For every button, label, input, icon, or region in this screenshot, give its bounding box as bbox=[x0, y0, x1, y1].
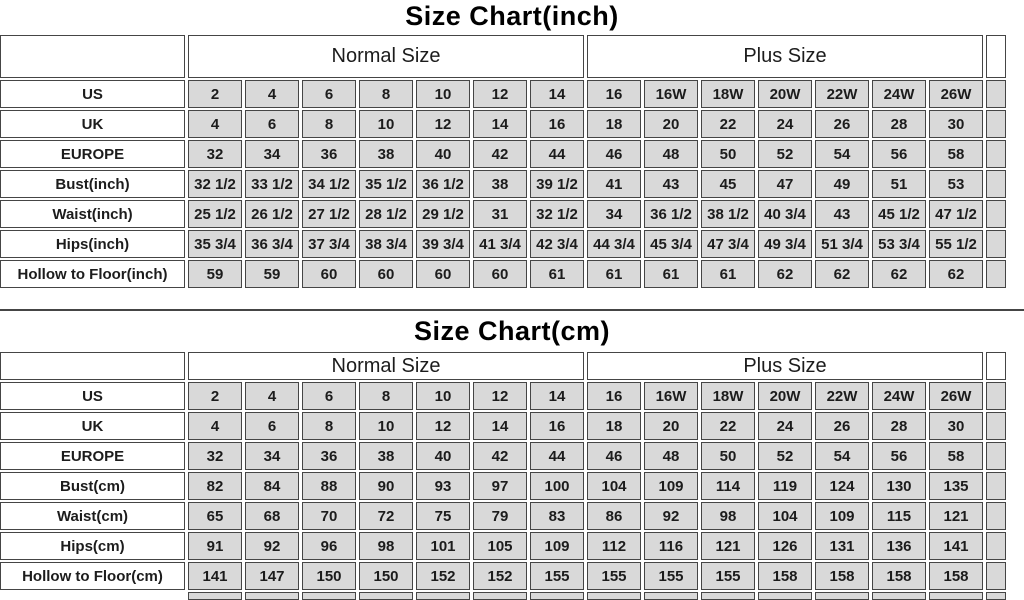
size-cell: 60 bbox=[302, 260, 356, 288]
size-cell: 62 bbox=[872, 260, 926, 288]
size-cell: 32 bbox=[188, 442, 242, 470]
table-row bbox=[0, 382, 1006, 410]
size-cell: 59 bbox=[188, 260, 242, 288]
size-cell: 109 bbox=[644, 472, 698, 500]
size-cell: 68 bbox=[245, 502, 299, 530]
size-cell: 147 bbox=[245, 562, 299, 590]
size-cell: 90 bbox=[359, 472, 413, 500]
table-row bbox=[0, 442, 1006, 470]
size-cell: 29 1/2 bbox=[416, 200, 470, 228]
size-cell: 28 1/2 bbox=[359, 200, 413, 228]
size-cell: 50 bbox=[701, 442, 755, 470]
size-cell: 158 bbox=[872, 562, 926, 590]
group-header-cell: Plus Size bbox=[587, 35, 983, 78]
size-cell: 4 bbox=[188, 110, 242, 138]
right-edge-sliver-cell bbox=[986, 110, 1006, 138]
size-cell: 31 bbox=[473, 200, 527, 228]
size-cell: 26 bbox=[815, 110, 869, 138]
size-cell: 6 bbox=[302, 80, 356, 108]
size-cell: 45 bbox=[701, 170, 755, 198]
size-cell: 135 bbox=[929, 472, 983, 500]
right-edge-sliver-cell bbox=[986, 352, 1006, 380]
right-edge-sliver-cell bbox=[986, 230, 1006, 258]
size-cell: 62 bbox=[758, 260, 812, 288]
row-label: Hips(inch) bbox=[0, 230, 185, 258]
size-cell: 39 3/4 bbox=[416, 230, 470, 258]
size-cell: 47 1/2 bbox=[929, 200, 983, 228]
size-cell: 121 bbox=[701, 532, 755, 560]
size-cell: 49 bbox=[815, 170, 869, 198]
size-cell: 18 bbox=[587, 412, 641, 440]
right-edge-sliver-cell bbox=[986, 502, 1006, 530]
size-cell: 40 bbox=[416, 442, 470, 470]
size-cell: 16W bbox=[644, 382, 698, 410]
size-cell: 16 bbox=[530, 110, 584, 138]
size-cell: 8 bbox=[302, 412, 356, 440]
size-cell: 54 bbox=[815, 140, 869, 168]
size-cell: 38 bbox=[359, 442, 413, 470]
size-cell: 126 bbox=[758, 532, 812, 560]
row-label: UK bbox=[0, 412, 185, 440]
size-cell: 86 bbox=[587, 502, 641, 530]
bottom-edge-sliver-cell bbox=[359, 592, 413, 600]
size-cell: 56 bbox=[872, 442, 926, 470]
size-cell: 41 bbox=[587, 170, 641, 198]
size-cell: 115 bbox=[872, 502, 926, 530]
size-cell: 47 3/4 bbox=[701, 230, 755, 258]
size-cell: 65 bbox=[188, 502, 242, 530]
size-cell: 79 bbox=[473, 502, 527, 530]
size-cell: 55 1/2 bbox=[929, 230, 983, 258]
size-cell: 61 bbox=[530, 260, 584, 288]
size-cell: 24 bbox=[758, 412, 812, 440]
table-row bbox=[0, 80, 1006, 108]
size-cell: 59 bbox=[245, 260, 299, 288]
size-cell: 8 bbox=[359, 80, 413, 108]
bottom-edge-sliver-cell bbox=[872, 592, 926, 600]
right-edge-sliver-cell bbox=[986, 442, 1006, 470]
size-cell: 51 3/4 bbox=[815, 230, 869, 258]
size-cell: 33 1/2 bbox=[245, 170, 299, 198]
size-cell: 124 bbox=[815, 472, 869, 500]
size-cell: 51 bbox=[872, 170, 926, 198]
size-cell: 16 bbox=[587, 382, 641, 410]
table-row bbox=[0, 230, 1006, 258]
size-cell: 30 bbox=[929, 412, 983, 440]
right-edge-sliver-cell bbox=[986, 382, 1006, 410]
size-cell: 32 bbox=[188, 140, 242, 168]
size-cell: 38 3/4 bbox=[359, 230, 413, 258]
size-cell: 105 bbox=[473, 532, 527, 560]
size-cell: 36 bbox=[302, 442, 356, 470]
bottom-edge-sliver-row bbox=[0, 592, 1006, 600]
size-cell: 4 bbox=[188, 412, 242, 440]
size-cell: 72 bbox=[359, 502, 413, 530]
size-cell: 46 bbox=[587, 140, 641, 168]
table-row bbox=[0, 412, 1006, 440]
size-cell: 44 bbox=[530, 442, 584, 470]
size-cell: 98 bbox=[359, 532, 413, 560]
size-cell: 10 bbox=[359, 412, 413, 440]
size-cell: 61 bbox=[587, 260, 641, 288]
size-cell: 43 bbox=[815, 200, 869, 228]
size-cell: 152 bbox=[416, 562, 470, 590]
right-edge-sliver-cell bbox=[986, 412, 1006, 440]
table-row bbox=[0, 140, 1006, 168]
row-label: Waist(cm) bbox=[0, 502, 185, 530]
size-cell: 91 bbox=[188, 532, 242, 560]
table-row bbox=[0, 562, 1006, 590]
size-cell: 119 bbox=[758, 472, 812, 500]
right-edge-sliver-cell bbox=[986, 80, 1006, 108]
row-label: Hips(cm) bbox=[0, 532, 185, 560]
size-cell: 61 bbox=[701, 260, 755, 288]
size-group-header-row bbox=[0, 352, 1006, 380]
size-cell: 93 bbox=[416, 472, 470, 500]
size-cell: 49 3/4 bbox=[758, 230, 812, 258]
size-cell: 83 bbox=[530, 502, 584, 530]
size-cell: 12 bbox=[473, 382, 527, 410]
size-cell: 6 bbox=[245, 110, 299, 138]
row-label: Waist(inch) bbox=[0, 200, 185, 228]
size-cell: 44 bbox=[530, 140, 584, 168]
size-cell: 155 bbox=[530, 562, 584, 590]
size-cell: 96 bbox=[302, 532, 356, 560]
right-edge-sliver-cell bbox=[986, 140, 1006, 168]
row-label: EUROPE bbox=[0, 140, 185, 168]
size-cell: 24 bbox=[758, 110, 812, 138]
size-cell: 53 bbox=[929, 170, 983, 198]
size-cell: 4 bbox=[245, 80, 299, 108]
size-cell: 50 bbox=[701, 140, 755, 168]
group-header-cell: Normal Size bbox=[188, 35, 584, 78]
size-cell: 152 bbox=[473, 562, 527, 590]
size-cell: 30 bbox=[929, 110, 983, 138]
size-cell: 53 3/4 bbox=[872, 230, 926, 258]
size-cell: 131 bbox=[815, 532, 869, 560]
size-cell: 6 bbox=[245, 412, 299, 440]
size-cell: 38 bbox=[359, 140, 413, 168]
size-cell: 20W bbox=[758, 382, 812, 410]
size-cell: 37 3/4 bbox=[302, 230, 356, 258]
size-chart-inch-title: Size Chart(inch) bbox=[405, 1, 619, 31]
size-cell: 84 bbox=[245, 472, 299, 500]
size-cell: 35 3/4 bbox=[188, 230, 242, 258]
size-cell: 61 bbox=[644, 260, 698, 288]
row-label: EUROPE bbox=[0, 442, 185, 470]
row-label: Bust(cm) bbox=[0, 472, 185, 500]
size-cell: 45 1/2 bbox=[872, 200, 926, 228]
size-cell: 25 1/2 bbox=[188, 200, 242, 228]
size-cell: 114 bbox=[701, 472, 755, 500]
size-cell: 2 bbox=[188, 382, 242, 410]
size-cell: 34 bbox=[245, 140, 299, 168]
right-edge-sliver-cell bbox=[986, 200, 1006, 228]
size-cell: 158 bbox=[929, 562, 983, 590]
right-edge-sliver-cell bbox=[986, 562, 1006, 590]
right-edge-sliver-cell bbox=[986, 532, 1006, 560]
size-cell: 60 bbox=[473, 260, 527, 288]
size-cell: 22W bbox=[815, 382, 869, 410]
size-cell: 18W bbox=[701, 382, 755, 410]
size-group-header-row bbox=[0, 35, 1006, 78]
size-cell: 8 bbox=[359, 382, 413, 410]
right-edge-sliver-cell bbox=[986, 170, 1006, 198]
size-cell: 112 bbox=[587, 532, 641, 560]
size-cell: 16W bbox=[644, 80, 698, 108]
size-cell: 10 bbox=[416, 80, 470, 108]
size-cell: 34 bbox=[587, 200, 641, 228]
size-cell: 18 bbox=[587, 110, 641, 138]
size-cell: 6 bbox=[302, 382, 356, 410]
size-cell: 12 bbox=[416, 412, 470, 440]
size-cell: 20 bbox=[644, 412, 698, 440]
size-cell: 28 bbox=[872, 412, 926, 440]
size-cell: 109 bbox=[815, 502, 869, 530]
size-cell: 38 1/2 bbox=[701, 200, 755, 228]
row-label: Hollow to Floor(inch) bbox=[0, 260, 185, 288]
size-chart-cm-section bbox=[0, 311, 1024, 600]
size-cell: 155 bbox=[587, 562, 641, 590]
size-chart-inch-section bbox=[0, 0, 1024, 290]
size-cell: 48 bbox=[644, 442, 698, 470]
size-cell: 141 bbox=[929, 532, 983, 560]
size-cell: 36 1/2 bbox=[644, 200, 698, 228]
size-cell: 158 bbox=[758, 562, 812, 590]
size-cell: 82 bbox=[188, 472, 242, 500]
size-cell: 14 bbox=[530, 80, 584, 108]
size-cell: 47 bbox=[758, 170, 812, 198]
row-label: Bust(inch) bbox=[0, 170, 185, 198]
size-cell: 141 bbox=[188, 562, 242, 590]
size-chart-cm-table bbox=[0, 350, 1009, 600]
size-cell: 18W bbox=[701, 80, 755, 108]
size-cell: 42 bbox=[473, 442, 527, 470]
size-cell: 75 bbox=[416, 502, 470, 530]
size-cell: 44 3/4 bbox=[587, 230, 641, 258]
size-cell: 20W bbox=[758, 80, 812, 108]
size-cell: 136 bbox=[872, 532, 926, 560]
table-row bbox=[0, 532, 1006, 560]
size-cell: 40 3/4 bbox=[758, 200, 812, 228]
size-cell: 32 1/2 bbox=[530, 200, 584, 228]
table-row bbox=[0, 110, 1006, 138]
row-label: Hollow to Floor(cm) bbox=[0, 562, 185, 590]
size-cell: 48 bbox=[644, 140, 698, 168]
bottom-edge-sliver-cell bbox=[815, 592, 869, 600]
size-cell: 52 bbox=[758, 140, 812, 168]
size-cell: 52 bbox=[758, 442, 812, 470]
size-cell: 22W bbox=[815, 80, 869, 108]
size-cell: 28 bbox=[872, 110, 926, 138]
size-cell: 155 bbox=[701, 562, 755, 590]
bottom-sliver-blank-cell bbox=[0, 592, 185, 600]
table-row bbox=[0, 260, 1006, 288]
bottom-edge-sliver-cell bbox=[416, 592, 470, 600]
row-label: UK bbox=[0, 110, 185, 138]
table-row bbox=[0, 200, 1006, 228]
size-cell: 16 bbox=[530, 412, 584, 440]
bottom-edge-sliver-cell bbox=[188, 592, 242, 600]
size-cell: 43 bbox=[644, 170, 698, 198]
size-cell: 32 1/2 bbox=[188, 170, 242, 198]
group-header-cell: Normal Size bbox=[188, 352, 584, 380]
size-cell: 8 bbox=[302, 110, 356, 138]
size-cell: 26 bbox=[815, 412, 869, 440]
bottom-edge-sliver-cell bbox=[302, 592, 356, 600]
size-cell: 116 bbox=[644, 532, 698, 560]
corner-sliver-cell bbox=[986, 592, 1006, 600]
size-cell: 46 bbox=[587, 442, 641, 470]
size-cell: 60 bbox=[359, 260, 413, 288]
size-cell: 34 1/2 bbox=[302, 170, 356, 198]
size-cell: 42 bbox=[473, 140, 527, 168]
bottom-edge-sliver-cell bbox=[929, 592, 983, 600]
size-cell: 150 bbox=[302, 562, 356, 590]
size-cell: 14 bbox=[473, 412, 527, 440]
size-cell: 41 3/4 bbox=[473, 230, 527, 258]
size-chart-cm-title: Size Chart(cm) bbox=[413, 316, 611, 346]
size-cell: 26W bbox=[929, 382, 983, 410]
size-cell: 36 1/2 bbox=[416, 170, 470, 198]
corner-cell bbox=[0, 352, 185, 380]
size-cell: 38 bbox=[473, 170, 527, 198]
bottom-edge-sliver-cell bbox=[644, 592, 698, 600]
right-edge-sliver-cell bbox=[986, 260, 1006, 288]
size-cell: 14 bbox=[473, 110, 527, 138]
size-cell: 20 bbox=[644, 110, 698, 138]
size-cell: 36 bbox=[302, 140, 356, 168]
size-cell: 54 bbox=[815, 442, 869, 470]
size-cell: 26 1/2 bbox=[245, 200, 299, 228]
size-cell: 101 bbox=[416, 532, 470, 560]
size-cell: 150 bbox=[359, 562, 413, 590]
size-cell: 10 bbox=[359, 110, 413, 138]
size-cell: 100 bbox=[530, 472, 584, 500]
table-row bbox=[0, 502, 1006, 530]
size-cell: 109 bbox=[530, 532, 584, 560]
size-cell: 39 1/2 bbox=[530, 170, 584, 198]
bottom-edge-sliver-cell bbox=[473, 592, 527, 600]
size-cell: 16 bbox=[587, 80, 641, 108]
size-cell: 56 bbox=[872, 140, 926, 168]
bottom-edge-sliver-cell bbox=[587, 592, 641, 600]
size-cell: 130 bbox=[872, 472, 926, 500]
size-cell: 24W bbox=[872, 382, 926, 410]
table-row bbox=[0, 170, 1006, 198]
size-cell: 40 bbox=[416, 140, 470, 168]
bottom-edge-sliver-cell bbox=[758, 592, 812, 600]
size-cell: 88 bbox=[302, 472, 356, 500]
size-cell: 12 bbox=[416, 110, 470, 138]
size-cell: 104 bbox=[587, 472, 641, 500]
bottom-edge-sliver-cell bbox=[245, 592, 299, 600]
size-cell: 62 bbox=[815, 260, 869, 288]
size-cell: 62 bbox=[929, 260, 983, 288]
size-chart-inch-table bbox=[0, 33, 1009, 290]
size-cell: 92 bbox=[245, 532, 299, 560]
size-cell: 14 bbox=[530, 382, 584, 410]
size-cell: 121 bbox=[929, 502, 983, 530]
size-cell: 26W bbox=[929, 80, 983, 108]
size-cell: 58 bbox=[929, 140, 983, 168]
row-label: US bbox=[0, 382, 185, 410]
size-cell: 58 bbox=[929, 442, 983, 470]
size-cell: 70 bbox=[302, 502, 356, 530]
size-cell: 97 bbox=[473, 472, 527, 500]
size-cell: 24W bbox=[872, 80, 926, 108]
size-cell: 4 bbox=[245, 382, 299, 410]
size-cell: 45 3/4 bbox=[644, 230, 698, 258]
table-row bbox=[0, 472, 1006, 500]
size-cell: 104 bbox=[758, 502, 812, 530]
bottom-edge-sliver-cell bbox=[530, 592, 584, 600]
right-edge-sliver-cell bbox=[986, 35, 1006, 78]
size-cell: 60 bbox=[416, 260, 470, 288]
bottom-edge-sliver-cell bbox=[701, 592, 755, 600]
size-cell: 158 bbox=[815, 562, 869, 590]
group-header-cell: Plus Size bbox=[587, 352, 983, 380]
size-cell: 36 3/4 bbox=[245, 230, 299, 258]
size-cell: 27 1/2 bbox=[302, 200, 356, 228]
size-cell: 35 1/2 bbox=[359, 170, 413, 198]
right-edge-sliver-cell bbox=[986, 472, 1006, 500]
size-cell: 22 bbox=[701, 110, 755, 138]
row-label: US bbox=[0, 80, 185, 108]
size-cell: 92 bbox=[644, 502, 698, 530]
size-cell: 34 bbox=[245, 442, 299, 470]
size-cell: 42 3/4 bbox=[530, 230, 584, 258]
size-cell: 2 bbox=[188, 80, 242, 108]
corner-cell bbox=[0, 35, 185, 78]
size-cell: 10 bbox=[416, 382, 470, 410]
size-cell: 98 bbox=[701, 502, 755, 530]
size-cell: 12 bbox=[473, 80, 527, 108]
size-cell: 155 bbox=[644, 562, 698, 590]
size-cell: 22 bbox=[701, 412, 755, 440]
